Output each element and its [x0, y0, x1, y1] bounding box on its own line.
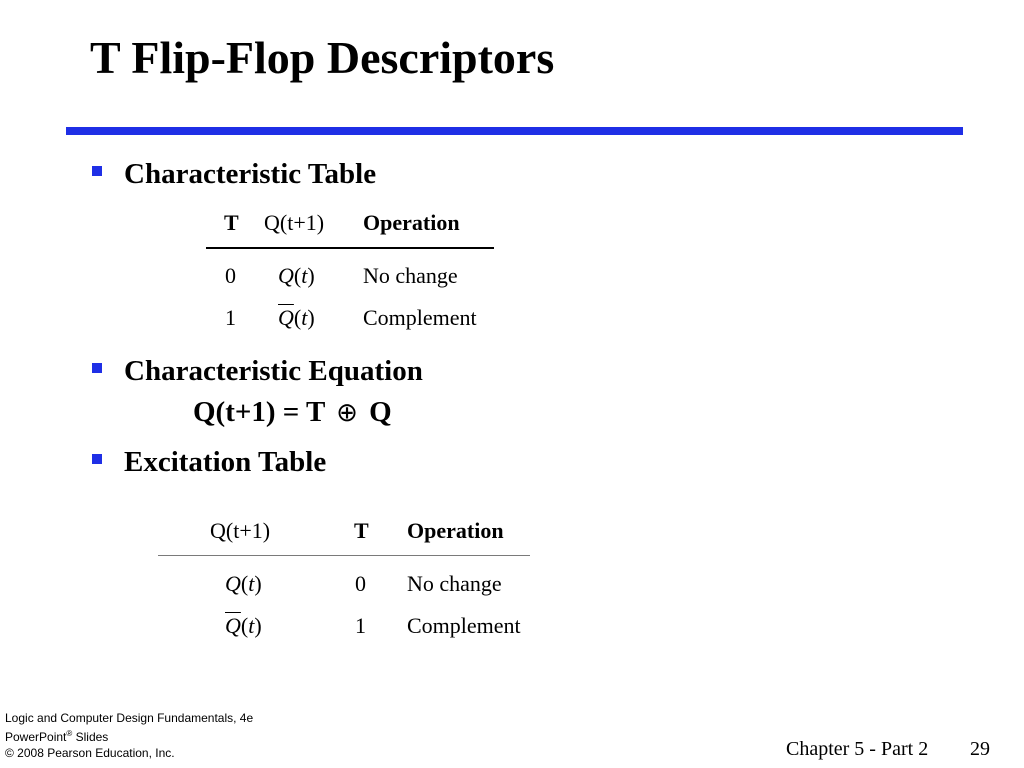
et-header-rule [158, 555, 530, 556]
ct-row1-q [278, 305, 315, 331]
registered-mark: ® [66, 729, 73, 738]
close-paren: ) [254, 613, 262, 638]
xor-operator-icon: ⊕ [336, 398, 358, 428]
bullet-text: Characteristic Table [124, 158, 377, 190]
q-letter: Q [225, 571, 241, 596]
et-header-operation: Operation [407, 518, 504, 543]
et-row1-q [225, 613, 262, 639]
ct-header-qt1: Q(t+1) [264, 210, 325, 235]
footer-credits [5, 710, 253, 761]
ct-header-t: T [224, 210, 239, 235]
ct-header-rule [206, 247, 494, 249]
et-header-t: T [354, 518, 369, 543]
et-row1-operation: Complement [407, 613, 521, 638]
t-var: t [248, 613, 255, 638]
bullet-characteristic-equation [92, 353, 423, 389]
slide-title: T Flip-Flop Descriptors [90, 32, 555, 83]
footer-copyright: © 2008 Pearson Education, Inc. [5, 746, 175, 760]
footer-chapter: Chapter 5 - Part 2 [786, 738, 929, 760]
equation-lhs: Q(t+1) = T [193, 396, 325, 428]
open-paren: ( [240, 571, 249, 596]
page-number: 29 [970, 738, 990, 760]
open-paren: ( [240, 613, 249, 638]
t-var: t [301, 305, 308, 330]
square-bullet-icon [92, 363, 102, 373]
et-row0-t: 0 [355, 571, 366, 596]
et-header-qt1: Q(t+1) [210, 518, 271, 543]
bullet-characteristic-table [92, 156, 376, 192]
close-paren: ) [307, 305, 315, 330]
ct-header-operation: Operation [363, 210, 460, 235]
et-row0-q [225, 571, 262, 597]
ct-row1-t: 1 [225, 305, 236, 330]
open-paren: ( [293, 305, 302, 330]
ct-row0-t: 0 [225, 263, 236, 288]
title-underline [66, 127, 963, 135]
et-row0-operation: No change [407, 571, 502, 596]
square-bullet-icon [92, 454, 102, 464]
footer-slides-prefix: PowerPoint [5, 730, 67, 744]
q-bar-letter: $\overline{Q}$ [278, 305, 294, 330]
ct-row1-operation: Complement [363, 305, 477, 330]
footer-slides-line [5, 726, 253, 745]
bullet-text: Characteristic Equation [124, 355, 423, 387]
bullet-text: Excitation Table [124, 446, 327, 478]
square-bullet-icon [92, 166, 102, 176]
q-bar-letter: $\overline{Q}$ [225, 613, 241, 638]
ct-row0-operation: No change [363, 263, 458, 288]
footer-book-title: Logic and Computer Design Fundamentals, 4e [5, 711, 254, 725]
characteristic-equation [193, 394, 392, 431]
q-letter: Q [278, 263, 294, 288]
footer-slides-suffix: Slides [72, 730, 109, 744]
t-var: t [248, 571, 255, 596]
ct-row0-q [278, 263, 315, 289]
equation-rhs: Q [369, 396, 392, 428]
close-paren: ) [307, 263, 315, 288]
bullet-excitation-table [92, 444, 326, 480]
t-var: t [301, 263, 308, 288]
et-row1-t: 1 [355, 613, 366, 638]
close-paren: ) [254, 571, 262, 596]
open-paren: ( [293, 263, 302, 288]
